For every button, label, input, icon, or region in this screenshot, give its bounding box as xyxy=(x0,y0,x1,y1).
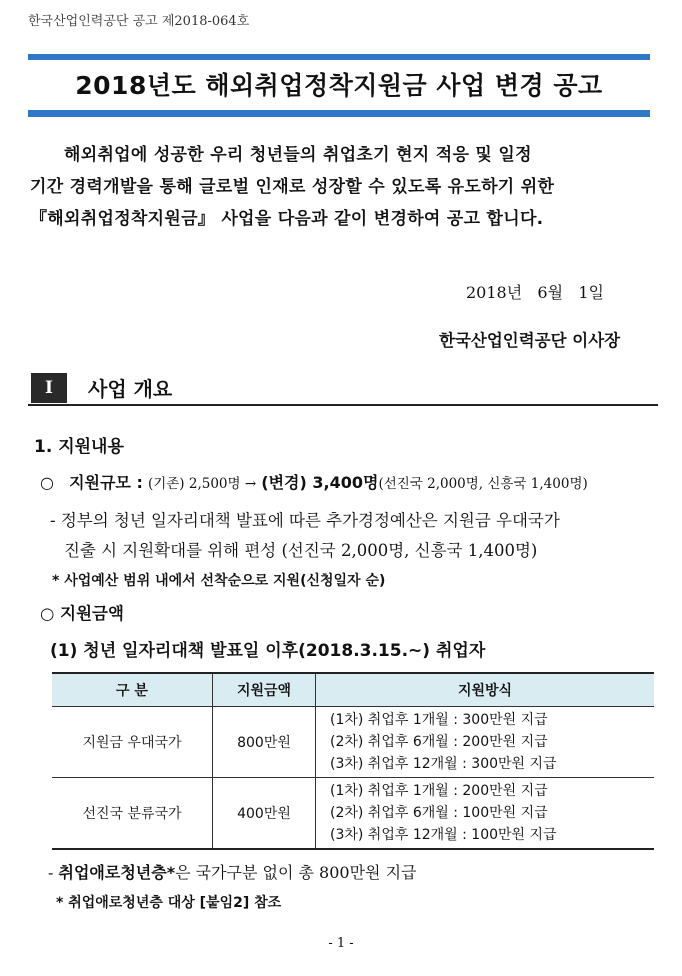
row-amount: 400만원 xyxy=(213,778,316,850)
method-item: (2차) 취업후 6개월 : 100만원 지급 xyxy=(330,805,548,821)
dash-rest: 은 국가구분 없이 총 800만원 지급 xyxy=(175,863,417,882)
budget-note: * 사업예산 범위 내에서 선착순으로 지원(신청일자 순) xyxy=(52,573,386,589)
scale-detail: (선진국 2,000명, 신흥국 1,400명) xyxy=(378,476,588,492)
header-method: 지원방식 xyxy=(316,673,655,707)
section-title: 사업 개요 xyxy=(88,377,173,401)
youth-support-note xyxy=(48,860,417,883)
method-item: (1차) 취업후 1개월 : 300만원 지급 xyxy=(330,712,548,728)
intro-line-2: 기간 경력개발을 통해 글로벌 인재로 성장할 수 있도록 유도하기 위한 xyxy=(30,177,555,197)
target-reference-note: * 취업애로청년층 대상 [붙임2] 참조 xyxy=(56,895,282,911)
method-item: (3차) 취업후 12개월 : 300만원 지급 xyxy=(330,756,557,772)
target-group: 취업애로청년층* xyxy=(58,863,176,882)
header-amount: 지원금액 xyxy=(213,673,316,707)
row-amount: 800만원 xyxy=(213,707,316,778)
scale-after: (변경) 3,400명 xyxy=(261,473,379,492)
bullet-icon: ○ xyxy=(40,473,54,492)
header-category: 구 분 xyxy=(52,673,213,707)
signer: 한국산업인력공단 이사장 xyxy=(439,331,621,350)
page-number: - 1 - xyxy=(328,936,354,951)
table-header-row xyxy=(52,673,654,707)
notice-date: 2018년 6월 1일 xyxy=(466,283,604,302)
section-divider xyxy=(28,404,658,406)
table-row xyxy=(52,778,654,850)
method-item: (2차) 취업후 6개월 : 200만원 지급 xyxy=(330,734,548,750)
support-table xyxy=(52,672,654,850)
policy-note-line-2: 진출 시 지원확대를 위해 편성 (선진국 2,000명, 신흥국 1,400명) xyxy=(64,541,538,560)
scale-label: 지원규모 : xyxy=(69,473,143,492)
scale-before: (기존) 2,500명 → xyxy=(147,476,257,492)
policy-note-line-1: - 정부의 청년 일자리대책 발표에 따른 추가경정예산은 지원금 우대국가 xyxy=(50,511,560,530)
intro-line-1: 해외취업에 성공한 우리 청년들의 취업초기 현지 적응 및 일정 xyxy=(64,145,532,165)
method-item: (3차) 취업후 12개월 : 100만원 지급 xyxy=(330,827,557,843)
support-amount-heading: ○ 지원금액 xyxy=(40,604,124,623)
row-methods xyxy=(316,778,655,850)
title-bottom-bar xyxy=(28,110,650,117)
youth-employment-heading: (1) 청년 일자리대책 발표일 이후(2018.3.15.~) 취업자 xyxy=(50,641,486,661)
support-scale-line xyxy=(40,470,588,493)
section-number-box: Ⅰ xyxy=(31,373,67,403)
title-top-bar xyxy=(28,54,650,60)
row-methods xyxy=(316,707,655,778)
page-title: 2018년도 해외취업정착지원금 사업 변경 공고 xyxy=(75,71,603,100)
method-item: (1차) 취업후 1개월 : 200만원 지급 xyxy=(330,783,548,799)
intro-line-3: 『해외취업정착지원금』 사업을 다음과 같이 변경하여 공고 합니다. xyxy=(30,209,544,229)
table-row xyxy=(52,707,654,778)
dash-prefix: - xyxy=(48,863,59,882)
subsection-title: 1. 지원내용 xyxy=(34,437,124,457)
notice-number: 한국산업인력공단 공고 제2018-064호 xyxy=(28,14,250,29)
title-band xyxy=(28,54,650,120)
row-category: 지원금 우대국가 xyxy=(52,707,213,778)
row-category: 선진국 분류국가 xyxy=(52,778,213,850)
